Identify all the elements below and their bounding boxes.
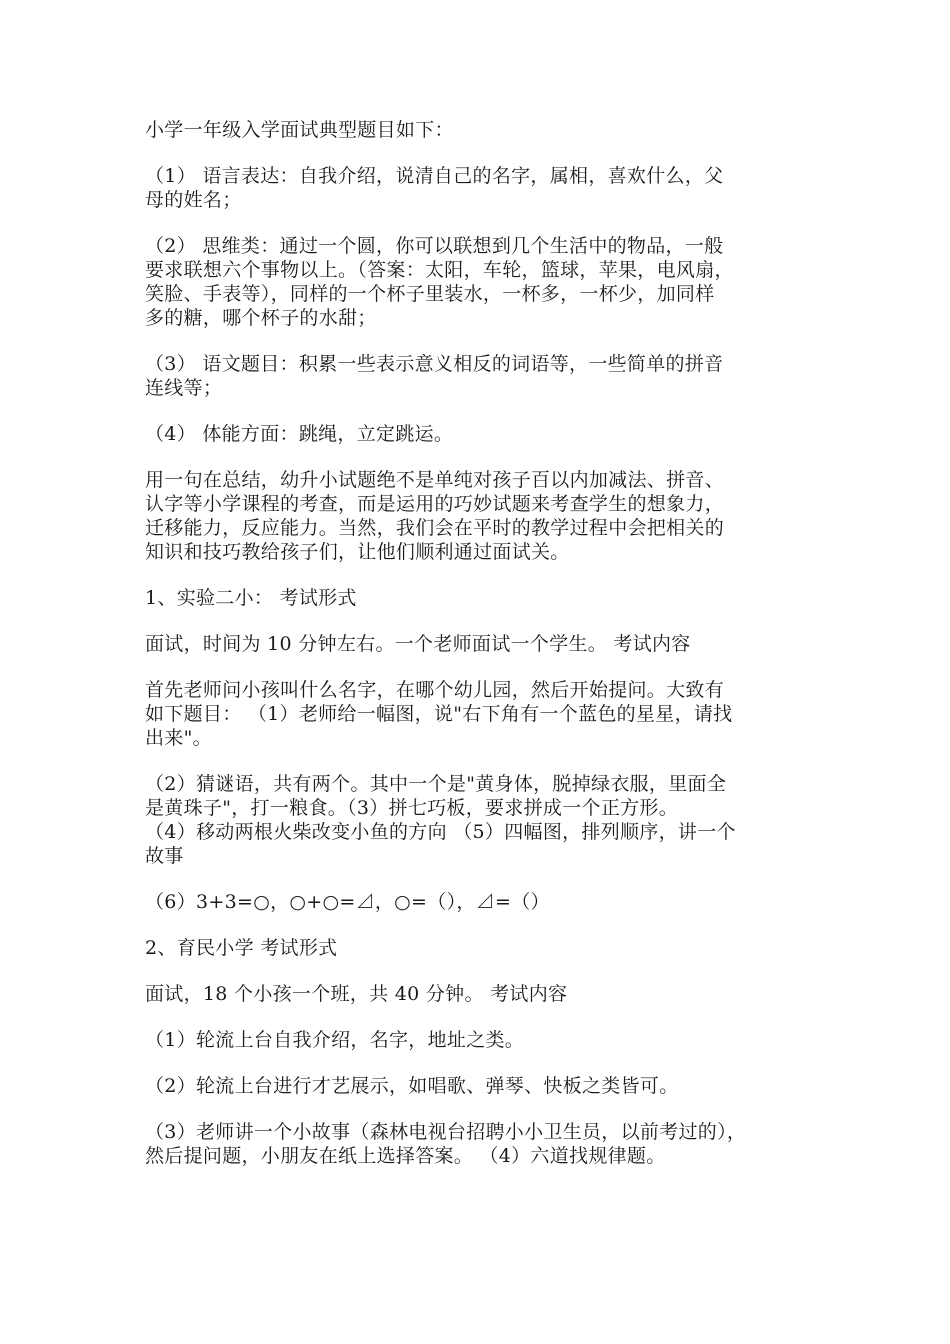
text-line: 出来"。 xyxy=(145,727,212,749)
school-1-questions xyxy=(145,772,815,868)
school-1-math-question xyxy=(145,890,815,914)
text-line: 连线等； xyxy=(145,377,223,399)
text-line: 故事 xyxy=(145,845,184,867)
item-thinking xyxy=(145,234,815,330)
text-line: （1） 语言表达：自我介绍，说清自己的名字，属相，喜欢什么，父 xyxy=(145,165,724,187)
school-2-format xyxy=(145,982,815,1006)
text-line: 是黄珠子"，打一粮食。（3）拼七巧板，要求拼成一个正方形。 xyxy=(145,797,679,819)
text-line: 迁移能力，反应能力。当然，我们会在平时的教学过程中会把相关的 xyxy=(145,517,725,539)
school-1-format xyxy=(145,632,815,656)
school-2-item-3 xyxy=(145,1120,815,1168)
text-line: 然后提问题，小朋友在纸上选择答案。 （4）六道找规律题。 xyxy=(145,1145,666,1167)
document-body xyxy=(145,118,815,1190)
text-line: 要求联想六个事物以上。（答案：太阳，车轮，篮球，苹果，电风扇， xyxy=(145,259,734,281)
text-line: 用一句在总结，幼升小试题绝不是单纯对孩子百以内加减法、拼音、 xyxy=(145,469,725,491)
text-line: 1、实验二小： 考试形式 xyxy=(145,587,357,609)
item-physical xyxy=(145,422,815,446)
text-line: 首先老师问小孩叫什么名字，在哪个幼儿园，然后开始提问。大致有 xyxy=(145,679,725,701)
text-line: 小学一年级入学面试典型题目如下： xyxy=(145,119,454,141)
text-line: （3） 语文题目：积累一些表示意义相反的词语等，一些简单的拼音 xyxy=(145,353,724,375)
text-line: 面试，时间为 10 分钟左右。一个老师面试一个学生。 考试内容 xyxy=(145,633,691,655)
text-line: （4）移动两根火柴改变小鱼的方向 （5）四幅图，排列顺序，讲一个 xyxy=(145,821,736,843)
text-line: （1）轮流上台自我介绍，名字，地址之类。 xyxy=(145,1029,525,1051)
text-line: （6）3+3=○，○+○=⊿，○=（），⊿=（） xyxy=(145,891,550,913)
school-2-heading xyxy=(145,936,815,960)
item-language-expression xyxy=(145,164,815,212)
school-1-heading xyxy=(145,586,815,610)
school-2-item-2 xyxy=(145,1074,815,1098)
text-line: 笑脸、手表等），同样的一个杯子里装水，一杯多，一杯少，加同样 xyxy=(145,283,715,305)
text-line: 多的糖，哪个杯子的水甜； xyxy=(145,307,377,329)
text-line: （2）轮流上台进行才艺展示，如唱歌、弹琴、快板之类皆可。 xyxy=(145,1075,679,1097)
summary-paragraph xyxy=(145,468,815,564)
text-line: 知识和技巧教给孩子们，让他们顺利通过面试关。 xyxy=(145,541,570,563)
text-line: 如下题目： （1）老师给一幅图，说"右下角有一个蓝色的星星，请找 xyxy=(145,703,733,725)
text-line: （2）猜谜语，共有两个。其中一个是"黄身体，脱掉绿衣服，里面全 xyxy=(145,773,727,795)
intro-heading xyxy=(145,118,815,142)
text-line: 认字等小学课程的考查，而是运用的巧妙试题来考查学生的想象力， xyxy=(145,493,725,515)
text-line: 面试，18 个小孩一个班，共 40 分钟。 考试内容 xyxy=(145,983,568,1005)
school-2-item-1 xyxy=(145,1028,815,1052)
school-1-content xyxy=(145,678,815,750)
text-line: （3）老师讲一个小故事（森林电视台招聘小小卫生员，以前考过的）， xyxy=(145,1121,747,1143)
text-line: （4） 体能方面：跳绳，立定跳运。 xyxy=(145,423,454,445)
item-chinese xyxy=(145,352,815,400)
text-line: 母的姓名； xyxy=(145,189,242,211)
text-line: 2、育民小学 考试形式 xyxy=(145,937,338,959)
text-line: （2） 思维类：通过一个圆，你可以联想到几个生活中的物品，一般 xyxy=(145,235,724,257)
